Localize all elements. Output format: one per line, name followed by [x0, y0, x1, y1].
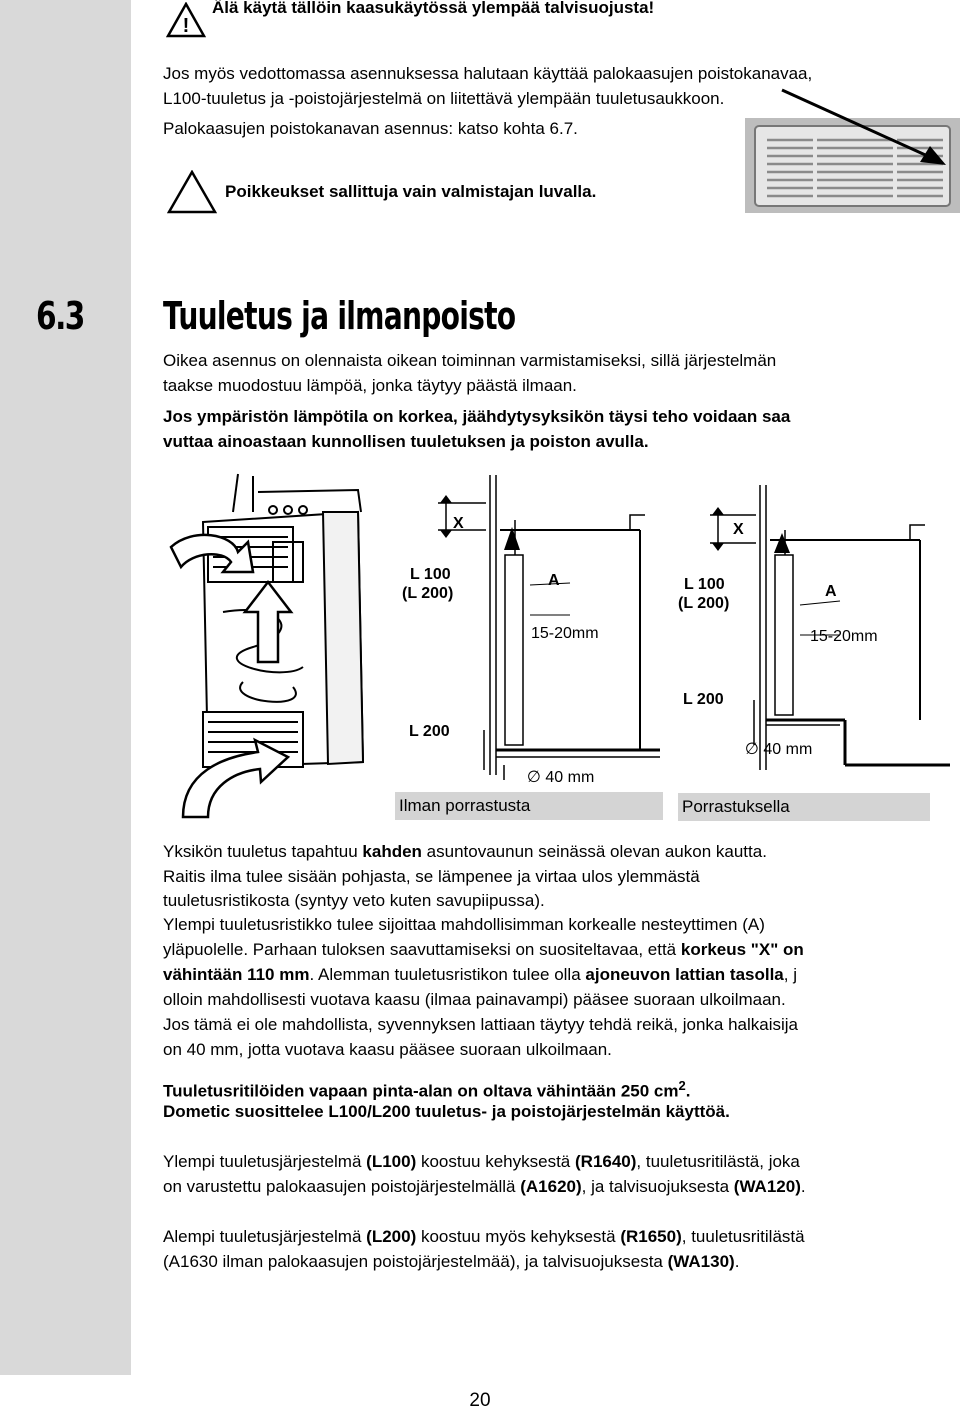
body-line-6c: ajoneuvon lattian tasolla	[585, 965, 784, 984]
upper-system-b: (L100)	[366, 1152, 417, 1171]
body-line-1c: asuntovaunun seinässä olevan aukon kautta.	[421, 842, 767, 861]
right-upper-label-1: L 100	[684, 576, 725, 593]
warning-top-text: Älä käytä tällöin kaasukäytössä ylempää talvisuojusta!	[212, 0, 655, 17]
lower-system-b: (L200)	[366, 1227, 417, 1246]
upper-system-d: (R1640)	[575, 1152, 637, 1171]
area-requirement-sup: 2	[678, 1078, 686, 1093]
left-x-label: X	[453, 515, 464, 532]
upper-system-line-2	[163, 1174, 806, 1199]
warning-triangle-outline-icon	[167, 170, 217, 214]
left-hole-label: ∅ 40 mm	[527, 769, 595, 786]
warning-exceptions-text: Poikkeukset sallittuja vain valmistajan luvalla.	[225, 182, 597, 201]
body-line-6	[163, 962, 797, 987]
intro-line-2: taakse muodostuu lämpöä, jonka täytyy päästä ilmaan.	[163, 376, 577, 395]
left-lower-label: L 200	[409, 723, 450, 740]
upper-system-line-1	[163, 1149, 800, 1174]
warning-exceptions	[167, 170, 596, 214]
lower-system-h: .	[734, 1252, 740, 1271]
dometic-recommendation: Dometic suosittelee L100/L200 tuuletus- ja poistojärjestelmän käyttöä.	[163, 1102, 730, 1121]
body-line-5	[163, 937, 804, 962]
upper-system-a: Ylempi tuuletusjärjestelmä	[163, 1152, 367, 1171]
left-gap-label: 15-20mm	[531, 625, 599, 642]
fridge-airflow-illustration	[163, 472, 383, 822]
body-line-5b: korkeus "X" on	[680, 940, 804, 959]
intro-bold-line-1: Jos ympäristön lämpötila on korkea, jäähdytysyksikön täysi teho voidaan saa	[163, 407, 791, 426]
left-upper-label-2: (L 200)	[402, 585, 454, 602]
body-line-1a: Yksikön tuuletus tapahtuu	[163, 842, 363, 861]
intro-bold-line-2: vuttaa ainoastaan kunnollisen tuuletuksen ja poiston avulla.	[163, 432, 649, 451]
body-line-5a: yläpuolelle. Parhaan tuloksen saavuttamiseksi on suositeltavaa, että	[163, 940, 681, 959]
page-sidebar	[0, 0, 131, 1375]
lower-system-f: (A1630 ilman palokaasujen poistojärjestelmää), ja talvisuojuksesta	[163, 1252, 668, 1271]
lower-system-c: koostuu myös kehyksestä	[416, 1227, 621, 1246]
intro-line-1: Oikea asennus on olennaista oikean toiminnan varmistamiseksi, sillä järjestelmän	[163, 351, 777, 370]
svg-text:!: !	[182, 15, 190, 37]
lower-system-a: Alempi tuuletusjärjestelmä	[163, 1227, 367, 1246]
upper-system-j: .	[800, 1177, 806, 1196]
body-line-4: Ylempi tuuletusristikko tulee sijoittaa mahdollisimman korkealle nesteyttimen (A)	[163, 915, 765, 934]
lower-system-line-2	[163, 1249, 739, 1274]
right-x-label: X	[733, 521, 744, 538]
body-line-3: tuuletusristikosta (syntyy veto kuten savupiipussa).	[163, 891, 545, 910]
upper-system-e: , tuuletusritilästä, joka	[636, 1152, 800, 1171]
area-requirement-end: .	[685, 1081, 691, 1101]
right-gap-label: 15-20mm	[810, 628, 878, 645]
body-line-8: Jos tämä ei ole mahdollista, syvennyksen lattiaan täytyy tehdä reikä, jonka halkaisija	[163, 1015, 799, 1034]
lower-system-d: (R1650)	[620, 1227, 682, 1246]
right-lower-label: L 200	[683, 691, 724, 708]
left-upper-label-1: L 100	[410, 566, 451, 583]
left-a-label: A	[548, 572, 560, 589]
right-hole-label: ∅ 40 mm	[745, 741, 813, 758]
body-line-6a: vähintään 110 mm	[163, 965, 310, 984]
body-line-1	[163, 839, 767, 864]
exhaust-line-1: Jos myös vedottomassa asennuksessa halutaan käyttää palokaasujen poistokanavaa,	[163, 64, 813, 83]
left-caption: Ilman porrastusta	[395, 792, 663, 820]
page-number: 20	[469, 1390, 491, 1411]
right-a-label: A	[825, 583, 837, 600]
warning-top	[166, 2, 654, 38]
upper-system-g: (A1620)	[520, 1177, 582, 1196]
body-line-2: Raitis ilma tulee sisään pohjasta, se lämpenee ja virtaa ulos ylemmästä	[163, 867, 700, 886]
body-line-6d: , j	[783, 965, 797, 984]
upper-system-f: on varustettu palokaasujen poistojärjestelmällä	[163, 1177, 521, 1196]
exhaust-line-3: Palokaasujen poistokanavan asennus: katso kohta 6.7.	[163, 119, 578, 138]
upper-system-i: (WA120)	[733, 1177, 801, 1196]
upper-system-h: , ja talvisuojuksesta	[581, 1177, 734, 1196]
lower-system-line-1	[163, 1224, 805, 1249]
lower-system-g: (WA130)	[667, 1252, 735, 1271]
body-line-7: olloin mahdollisesti vuotava kaasu (ilmaa painavampi) pääsee suoraan ulkoilmaan.	[163, 990, 786, 1009]
right-upper-label-2: (L 200)	[678, 595, 730, 612]
section-title: Tuuletus ja ilmanpoisto	[163, 294, 516, 338]
pointer-arrow	[780, 88, 960, 178]
body-line-1b: kahden	[362, 842, 422, 861]
upper-system-c: koostuu kehyksestä	[416, 1152, 575, 1171]
body-line-9: on 40 mm, jotta vuotava kaasu pääsee suoraan ulkoilmaan.	[163, 1040, 612, 1059]
lower-system-e: , tuuletusritilästä	[681, 1227, 805, 1246]
right-caption: Porrastuksella	[678, 793, 930, 821]
area-requirement-text: Tuuletusritilöiden vapaan pinta-alan on oltava vähintään 250 cm	[163, 1081, 679, 1101]
warning-triangle-icon	[166, 2, 206, 38]
exhaust-line-2: L100-tuuletus ja -poistojärjestelmä on liitettävä ylempään tuuletusaukkoon.	[163, 89, 725, 108]
section-number: 6.3	[36, 294, 84, 338]
body-line-6b: . Alemman tuuletusristikon tulee olla	[309, 965, 586, 984]
